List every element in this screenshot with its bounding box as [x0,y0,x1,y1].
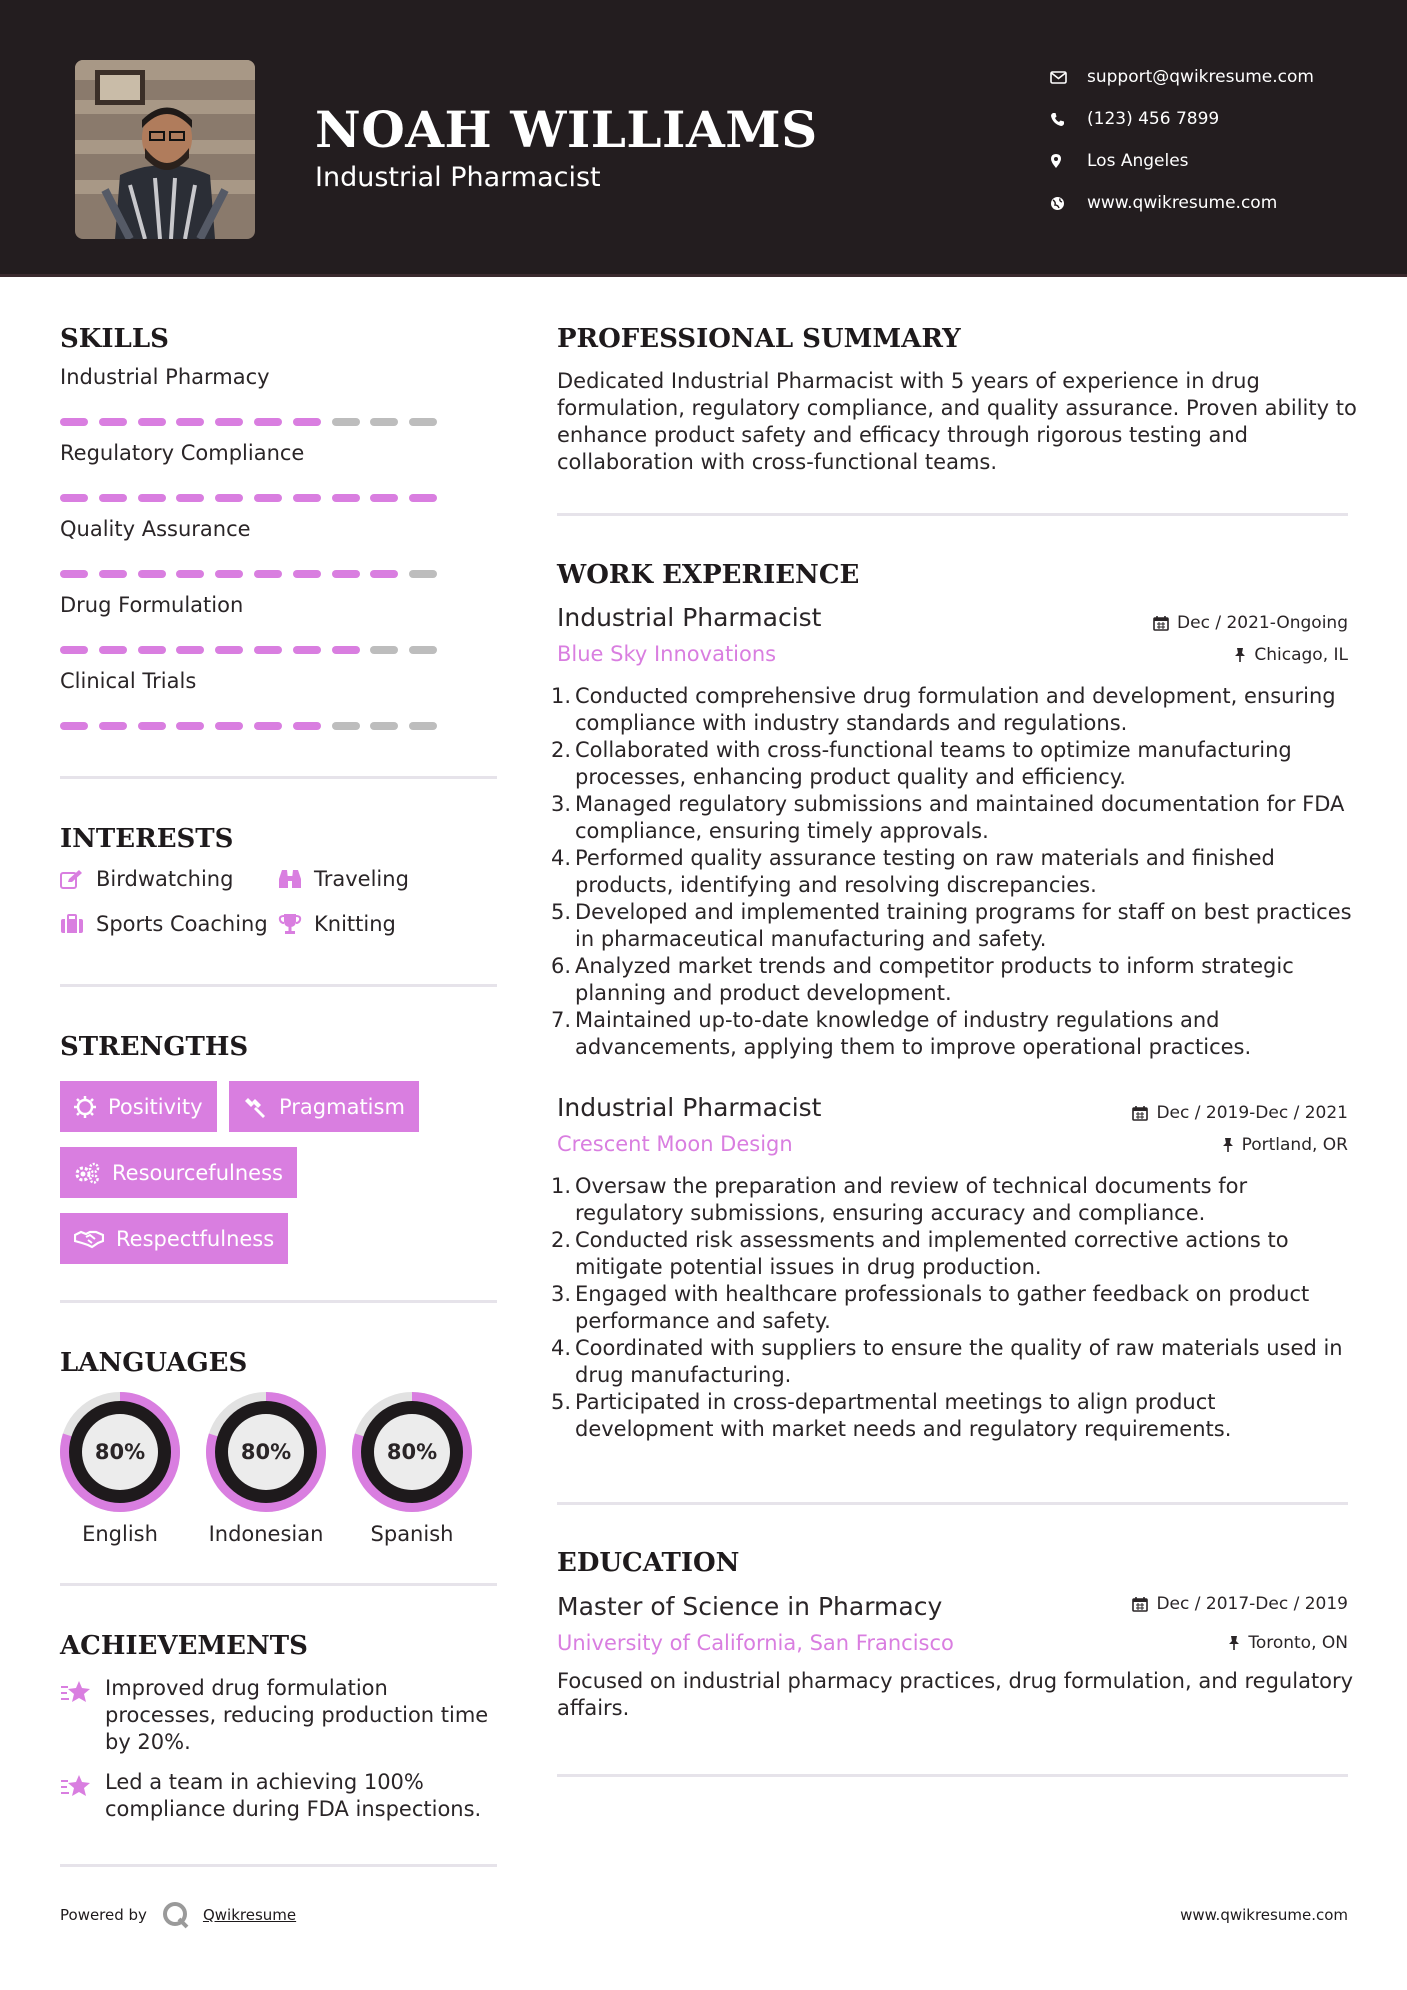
bullet-text: Performed quality assurance testing on raw materials and finished products, identifying and resolving discrepancies. [575,846,1275,897]
handshake-icon [74,1229,104,1249]
skill-segment-filled [99,418,127,426]
footer-powered-by [60,1900,296,1930]
job-bullets [551,683,1357,1061]
powered-by-label: Powered by [60,1906,147,1924]
skill-segment-filled [254,418,282,426]
skill-segment-filled [254,570,282,578]
skill-segment-filled [60,722,88,730]
job-dates-text: Dec / 2021-Ongoing [1177,613,1348,633]
skill-segment-filled [176,494,204,502]
list-item: 5. Developed and implemented training programs for staff on best practices in pharmaceutical manufacturing and safety. [551,900,1352,951]
strength-badge [60,1213,288,1264]
interest-item [278,867,409,891]
education-dates [1132,1594,1348,1614]
school-name[interactable]: University of California, San Francisco [557,1631,954,1655]
divider [60,776,497,779]
bullet-text: Coordinated with suppliers to ensure the quality of raw materials used in drug manufacturing. [575,1336,1343,1387]
profile-photo [75,60,255,239]
trophy-icon [278,913,314,935]
skill-segment-filled [293,722,321,730]
skill-segment-filled [409,494,437,502]
job-location-text: Portland, OR [1241,1135,1348,1155]
skill-segment-filled [332,646,360,654]
bullet-text: Conducted comprehensive drug formulation and development, ensuring compliance with industry standards and regulations. [575,684,1336,735]
skill-segment-empty [370,722,398,730]
skill-segment-empty [409,418,437,426]
skill-segment-filled [176,570,204,578]
brand-link[interactable]: Qwikresume [202,1906,297,1924]
bullet-text: Managed regulatory submissions and maintained documentation for FDA compliance, ensuring timely approvals. [575,792,1345,843]
interest-label: Knitting [314,912,396,936]
phone-icon [1050,112,1087,127]
strength-label: Pragmatism [279,1094,405,1119]
strength-badge [60,1081,217,1132]
skill-segment-filled [254,722,282,730]
language-gauge [206,1392,326,1546]
calendar-icon [1132,1105,1148,1121]
strength-badge [60,1147,297,1198]
language-gauge [60,1392,180,1546]
contact-phone[interactable] [1050,98,1370,140]
star-badge-icon [60,1675,105,1756]
degree-title: Master of Science in Pharmacy [557,1592,943,1621]
education-description: Focused on industrial pharmacy practices, drug formulation, and regulatory affairs. [557,1669,1354,1720]
skill-segment-filled [99,722,127,730]
contact-email[interactable] [1050,56,1370,98]
header [0,0,1407,277]
skill-level-bar [60,722,440,730]
skill-segment-filled [138,570,166,578]
strength-badge [229,1081,419,1132]
education-location [1228,1633,1348,1653]
bullet-text: Maintained up-to-date knowledge of industry regulations and advancements, applying them to improve operational practices. [575,1008,1252,1059]
interest-item [278,912,396,936]
pushpin-icon [1228,1635,1240,1651]
achievement-item [60,1769,500,1823]
language-label: Indonesian [208,1522,324,1546]
contact-phone-text: (123) 456 7899 [1087,109,1220,129]
skill-segment-filled [332,570,360,578]
skills-heading: SKILLS [60,324,169,354]
interest-label: Birdwatching [96,867,234,891]
calendar-icon [1132,1596,1148,1612]
skill-segment-filled [138,418,166,426]
skill-segment-filled [370,570,398,578]
languages-heading: LANGUAGES [60,1348,248,1378]
skill-segment-filled [332,494,360,502]
skill-segment-filled [60,418,88,426]
contact-email-text: support@qwikresume.com [1087,67,1314,87]
skill-level-bar [60,646,440,654]
skill-label: Clinical Trials [60,669,197,693]
candidate-name: NOAH WILLIAMS [315,100,818,159]
skill-segment-empty [409,570,437,578]
job-dates [1132,1103,1348,1123]
skill-label: Quality Assurance [60,517,251,541]
edit-icon [60,869,96,889]
skill-label: Industrial Pharmacy [60,365,270,389]
interest-item [60,912,268,936]
skill-segment-filled [99,570,127,578]
skill-segment-filled [293,646,321,654]
list-item: 3. Managed regulatory submissions and maintained documentation for FDA compliance, ensuring timely approvals. [551,792,1345,843]
summary-text: Dedicated Industrial Pharmacist with 5 years of experience in drug formulation, regulatory compliance, and quality assurance. Proven ability to enhance product safety and efficacy through rigorous testing and collaboration with cross-functional teams. [557,369,1357,474]
skill-segment-filled [293,494,321,502]
skill-segment-filled [254,646,282,654]
map-pin-icon [1050,153,1087,169]
skill-level-bar [60,570,440,578]
list-item: 3. Engaged with healthcare professionals to gather feedback on product performance and safety. [551,1282,1310,1333]
skill-segment-filled [99,494,127,502]
contact-website-text: www.qwikresume.com [1087,193,1278,213]
skill-segment-filled [99,646,127,654]
gavel-icon [243,1096,267,1118]
skill-segment-filled [138,646,166,654]
skill-segment-empty [332,722,360,730]
skill-label: Drug Formulation [60,593,244,617]
list-item: 2. Conducted risk assessments and implemented corrective actions to mitigate potential issues in drug production. [551,1228,1289,1279]
job-location [1234,645,1348,665]
language-gauge [352,1392,472,1546]
achievements-heading: ACHIEVEMENTS [60,1631,308,1661]
skill-segment-filled [176,646,204,654]
skill-segment-filled [215,646,243,654]
skill-segment-filled [138,722,166,730]
skill-label: Regulatory Compliance [60,441,305,465]
strength-label: Positivity [108,1094,203,1119]
interest-label: Traveling [314,867,409,891]
skill-segment-filled [60,646,88,654]
skill-segment-filled [215,418,243,426]
contact-block [1050,56,1370,224]
education-heading: EDUCATION [557,1548,740,1578]
list-item: 5. Participated in cross-departmental meetings to align product development with market needs and regulatory requirements. [551,1390,1232,1441]
skill-segment-filled [293,570,321,578]
job-location [1222,1135,1348,1155]
strength-label: Resourcefulness [112,1160,283,1185]
star-badge-icon [60,1769,105,1823]
skill-segment-filled [254,494,282,502]
list-item: 4. Performed quality assurance testing on raw materials and finished products, identifying and resolving discrepancies. [551,846,1275,897]
skill-segment-filled [60,494,88,502]
bullet-text: Oversaw the preparation and review of technical documents for regulatory submissions, ensuring accuracy and compliance. [575,1174,1248,1225]
skill-segment-filled [215,722,243,730]
achievement-text: Improved drug formulation processes, reducing production time by 20%. [105,1676,489,1754]
skill-segment-filled [370,494,398,502]
language-percent: 80% [240,1440,292,1464]
company-name[interactable]: Blue Sky Innovations [557,642,777,666]
language-percent: 80% [386,1440,438,1464]
contact-website[interactable] [1050,182,1370,224]
achievement-item [60,1675,500,1756]
pushpin-icon [1234,647,1246,663]
achievement-text: Led a team in achieving 100% compliance during FDA inspections. [105,1770,482,1821]
strength-label: Respectfulness [116,1226,275,1251]
sun-icon [74,1096,96,1118]
job-dates [1153,613,1348,633]
bullet-text: Analyzed market trends and competitor products to inform strategic planning and product development. [575,954,1294,1005]
skill-level-bar [60,494,440,502]
skill-segment-empty [370,646,398,654]
bullet-text: Participated in cross-departmental meetings to align product development with market needs and regulatory requirements. [575,1390,1232,1441]
header-divider [0,274,1407,277]
skill-segment-empty [409,722,437,730]
summary-heading: PROFESSIONAL SUMMARY [557,324,961,354]
bullet-text: Developed and implemented training programs for staff on best practices in pharmaceutical manufacturing and safety. [575,900,1352,951]
divider [557,513,1348,516]
list-item: 2. Collaborated with cross-functional teams to optimize manufacturing processes, enhancing product quality and efficiency. [551,738,1292,789]
contact-location [1050,140,1370,182]
skill-segment-empty [370,418,398,426]
divider [557,1502,1348,1505]
contact-location-text: Los Angeles [1087,151,1189,171]
list-item: 4. Coordinated with suppliers to ensure the quality of raw materials used in drug manufacturing. [551,1336,1343,1387]
list-item: 6. Analyzed market trends and competitor products to inform strategic planning and product development. [551,954,1294,1005]
education-dates-text: Dec / 2017-Dec / 2019 [1156,1594,1348,1614]
interest-label: Sports Coaching [96,912,268,936]
job-dates-text: Dec / 2019-Dec / 2021 [1156,1103,1348,1123]
calendar-icon [1153,615,1169,631]
skill-segment-filled [138,494,166,502]
language-percent: 80% [94,1440,146,1464]
binoculars-icon [278,868,314,890]
bullet-text: Conducted risk assessments and implemented corrective actions to mitigate potential issues in drug production. [575,1228,1289,1279]
divider [60,984,497,987]
briefcase-icon [60,914,96,934]
divider [60,1864,497,1867]
language-label: English [82,1522,158,1546]
experience-heading: WORK EXPERIENCE [557,560,860,590]
bullet-text: Engaged with healthcare professionals to gather feedback on product performance and safety. [575,1282,1310,1333]
skill-segment-filled [293,418,321,426]
list-item: 7. Maintained up-to-date knowledge of industry regulations and advancements, applying them to improve operational practices. [551,1008,1252,1059]
qwikresume-logo-icon [161,1900,191,1930]
education-location-text: Toronto, ON [1248,1633,1348,1653]
skill-segment-filled [60,570,88,578]
job-location-text: Chicago, IL [1254,645,1348,665]
skill-segment-empty [332,418,360,426]
job-title: Industrial Pharmacist [557,1093,822,1122]
strengths-heading: STRENGTHS [60,1032,249,1062]
gears-icon [74,1162,100,1184]
divider [60,1583,497,1586]
skill-segment-filled [215,494,243,502]
language-label: Spanish [370,1522,454,1546]
interest-item [60,867,233,891]
skill-level-bar [60,418,440,426]
skill-segment-filled [215,570,243,578]
job-title: Industrial Pharmacist [557,603,822,632]
globe-icon [1050,196,1087,211]
interests-heading: INTERESTS [60,824,234,854]
skill-segment-filled [176,418,204,426]
skill-segment-empty [409,646,437,654]
company-name[interactable]: Crescent Moon Design [557,1132,793,1156]
skill-segment-filled [176,722,204,730]
divider [557,1774,1348,1777]
divider [60,1300,497,1303]
candidate-title: Industrial Pharmacist [315,162,601,193]
footer-website[interactable]: www.qwikresume.com [1180,1906,1348,1924]
envelope-icon [1050,71,1087,84]
pushpin-icon [1222,1137,1234,1153]
job-bullets [551,1173,1357,1443]
list-item: 1. Oversaw the preparation and review of technical documents for regulatory submissions, ensuring accuracy and compliance. [551,1174,1248,1225]
list-item: 1. Conducted comprehensive drug formulation and development, ensuring compliance with industry standards and regulations. [551,684,1336,735]
bullet-text: Collaborated with cross-functional teams to optimize manufacturing processes, enhancing product quality and efficiency. [575,738,1292,789]
